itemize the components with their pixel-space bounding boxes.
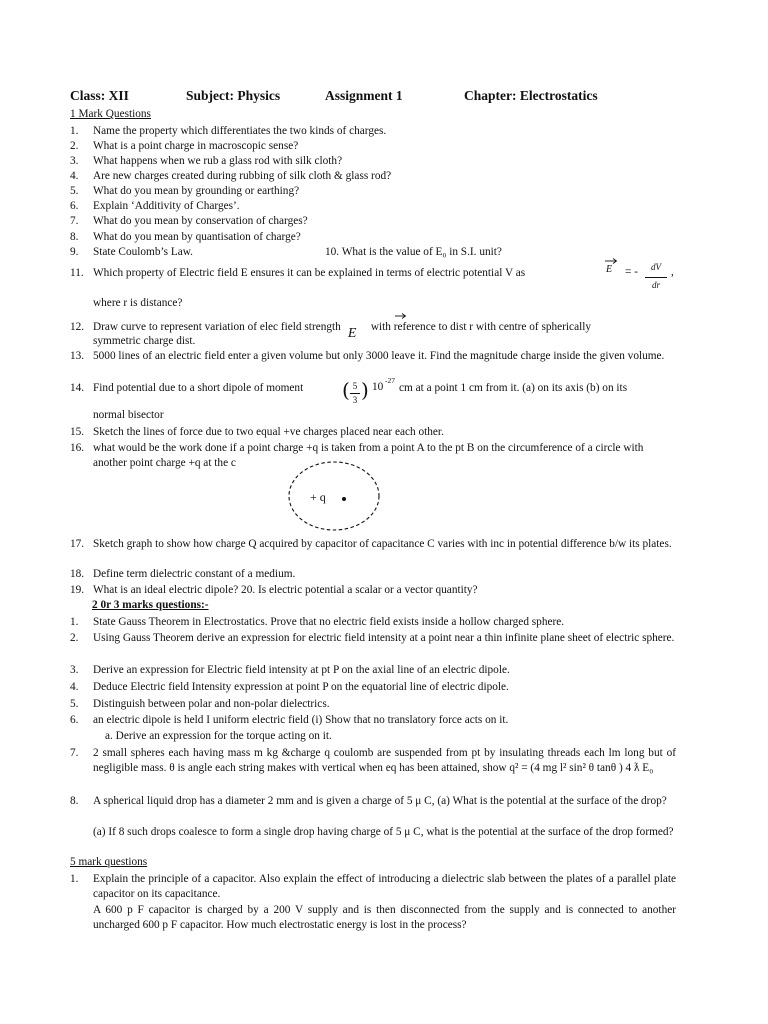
question-number: 1.	[70, 873, 79, 885]
fraction-bar	[350, 393, 360, 394]
question-item	[70, 680, 676, 695]
comma: ,	[671, 266, 674, 278]
question-number: 1.	[70, 616, 79, 628]
subject-label: Subject: Physics	[186, 88, 281, 103]
section-heading-one-mark: 1 Mark Questions	[70, 108, 151, 120]
question-text: What do you mean by quantisation of charge?	[93, 231, 301, 243]
question-number: 2.	[70, 140, 79, 152]
fraction-numerator: dV	[651, 262, 661, 272]
question-text: 5000 lines of an electric field enter a given volume but only 3000 leave it. Find the magnitude charge inside the given volume.	[93, 350, 665, 362]
question-number: 4.	[70, 681, 79, 693]
question-continuation: normal bisector	[93, 409, 164, 421]
question-item	[70, 154, 676, 169]
question-text: Derive an expression for Electric field intensity at pt P on the axial line of an electric dipole.	[93, 664, 510, 676]
question-number: 18.	[70, 568, 85, 580]
question-number: 4.	[70, 170, 79, 182]
question-text: Sketch the lines of force due to two equal +ve charges placed near each other.	[93, 426, 444, 438]
question-text: 10. What is the value of E₀ in S.I. unit?	[325, 246, 502, 258]
question-number: 13.	[70, 350, 85, 362]
charge-circle-diagram	[286, 458, 386, 534]
question-text: Explain ‘Additivity of Charges’.	[93, 200, 240, 212]
question-continuation: A 600 p F capacitor is charged by a 200 V supply and is then disconnected from the supply and is connected to another uncharged 600 p F capacitor. How much electrostatic energy is lost in the process?	[93, 904, 676, 931]
fraction-numerator: 5	[352, 381, 358, 391]
fraction-bar	[645, 277, 667, 278]
class-label: Class: XII	[70, 88, 129, 103]
question-text: Which property of Electric field E ensures it can be explained in terms of electric potential V as	[93, 267, 526, 279]
question-number: 1.	[70, 125, 79, 137]
question-continuation: symmetric charge dist.	[93, 335, 196, 347]
question-item	[70, 872, 676, 902]
question-text: What do you mean by grounding or earthing?	[93, 185, 300, 197]
question-number: 8.	[70, 231, 79, 243]
question-text: What is an ideal electric dipole? 20. Is electric potential a scalar or a vector quantity?	[93, 584, 478, 596]
field-symbol: E	[606, 264, 613, 275]
fraction-denominator: 3	[352, 395, 358, 405]
question-number: 11.	[70, 267, 84, 279]
question-text: Find potential due to a short dipole of moment	[93, 382, 304, 394]
question-text: Name the property which differentiates the two kinds of charges.	[93, 125, 387, 137]
question-item	[70, 169, 676, 184]
question-text: Define term dielectric constant of a medium.	[93, 568, 296, 580]
question-number: 9.	[70, 246, 79, 258]
question-text: an electric dipole is held I uniform electric field (i) Show that no translatory force acts on it.	[93, 714, 509, 726]
question-item	[70, 537, 676, 552]
field-symbol: E	[347, 326, 357, 341]
question-text: What happens when we rub a glass rod with silk cloth?	[93, 155, 343, 167]
question-item	[70, 746, 676, 776]
sub-question: a. Derive an expression for the torque acting on it.	[105, 730, 332, 742]
question-text: what would be the work done if a point charge +q is taken from a point A to the pt B on the circumference of a circle with another point charge +q at the c	[93, 442, 644, 469]
equals-sign: = -	[625, 266, 638, 278]
question-item	[70, 567, 676, 582]
question-text: State Gauss Theorem in Electrostatics. Prove that no electric field exists inside a hollow charged sphere.	[93, 616, 565, 628]
vector-arrow-icon	[394, 310, 408, 320]
dashed-circle	[286, 458, 386, 534]
question-text: What is a point charge in macroscopic sense?	[93, 140, 299, 152]
question-item	[70, 631, 676, 646]
question-number: 6.	[70, 714, 79, 726]
question-number: 14.	[70, 382, 85, 394]
charge-label: + q	[310, 490, 326, 504]
section-heading-two-three: 2 0r 3 marks questions:-	[92, 599, 209, 611]
question-text: cm at a point 1 cm from it. (a) on its axis (b) on its	[399, 382, 628, 394]
question-continuation: where r is distance?	[93, 297, 183, 309]
question-number: 19.	[70, 584, 85, 596]
question-text: Draw curve to represent variation of elec field strength	[93, 321, 341, 333]
power-base: 10	[372, 381, 384, 393]
question-number: 2.	[70, 632, 79, 644]
question-number: 7.	[70, 215, 79, 227]
question-item	[70, 199, 676, 214]
question-item	[70, 349, 674, 364]
question-item	[70, 230, 676, 245]
question-item	[70, 266, 598, 281]
question-item	[70, 583, 676, 598]
question-item	[70, 697, 676, 712]
question-number: 5.	[70, 185, 79, 197]
section-heading-five-mark: 5 mark questions	[70, 856, 148, 868]
sub-question: (a) If 8 such drops coalesce to form a single drop having charge of 5 μ C, what is the potential at the surface of the drop formed?	[93, 826, 674, 838]
question-item	[70, 663, 676, 678]
question-text: Are new charges created during rubbing of silk cloth & glass rod?	[93, 170, 392, 182]
fraction-denominator: dr	[651, 280, 660, 290]
page-header	[70, 88, 728, 106]
question-number: 3.	[70, 664, 79, 676]
question-item	[70, 713, 676, 728]
question-item	[70, 214, 676, 229]
chapter-label: Chapter: Electrostatics	[464, 88, 598, 103]
question-number: 7.	[70, 747, 79, 759]
question-item	[70, 794, 676, 809]
question-number: 16.	[70, 442, 85, 454]
question-number: 3.	[70, 155, 79, 167]
question-text: Distinguish between polar and non-polar dielectrics.	[93, 698, 330, 710]
question-number: 8.	[70, 795, 79, 807]
question-text: Sketch graph to show how charge Q acquired by capacitor of capacitance C varies with inc in potential difference b/w its plates.	[93, 538, 672, 550]
question-text: Using Gauss Theorem derive an expression for electric field intensity at a point near a thin infinite plane sheet of electric sphere.	[93, 632, 675, 644]
question-text: Deduce Electric field Intensity expression at point P on the equatorial line of electric dipole.	[93, 681, 509, 693]
power-exponent: -27	[385, 376, 395, 385]
question-item	[70, 184, 676, 199]
question-number: 5.	[70, 698, 79, 710]
question-item	[70, 425, 676, 440]
question-number: 17.	[70, 538, 85, 550]
assignment-label: Assignment 1	[325, 88, 403, 103]
question-number: 12.	[70, 321, 85, 333]
question-text: Explain the principle of a capacitor. Also explain the effect of introducing a dielectric slab between the plates of a parallel plate capacitor on its capacitance.	[93, 873, 676, 900]
paren-open: (	[342, 378, 350, 402]
question-item	[70, 139, 676, 154]
question-text: What do you mean by conservation of charges?	[93, 215, 308, 227]
question-item	[70, 124, 676, 139]
paren-close: )	[361, 378, 369, 402]
question-text: with reference to dist r with centre of spherically	[370, 321, 592, 333]
question-text: A spherical liquid drop has a diameter 2 mm and is given a charge of 5 μ C, (a) What is the potential at the surface of the drop?	[93, 795, 667, 807]
question-text: 2 small spheres each having mass m kg &charge q coulomb are suspended from pt by insulating threads each lm long but of negligible mass. θ is angle each string makes with vertical when eq has been attained, show q² = (4 mg l² sin² θ tanθ ) 4 ƛ E₀	[93, 747, 676, 774]
question-text: State Coulomb’s Law.	[93, 246, 193, 258]
question-number: 6.	[70, 200, 79, 212]
question-item	[70, 615, 676, 630]
question-number: 15.	[70, 426, 85, 438]
